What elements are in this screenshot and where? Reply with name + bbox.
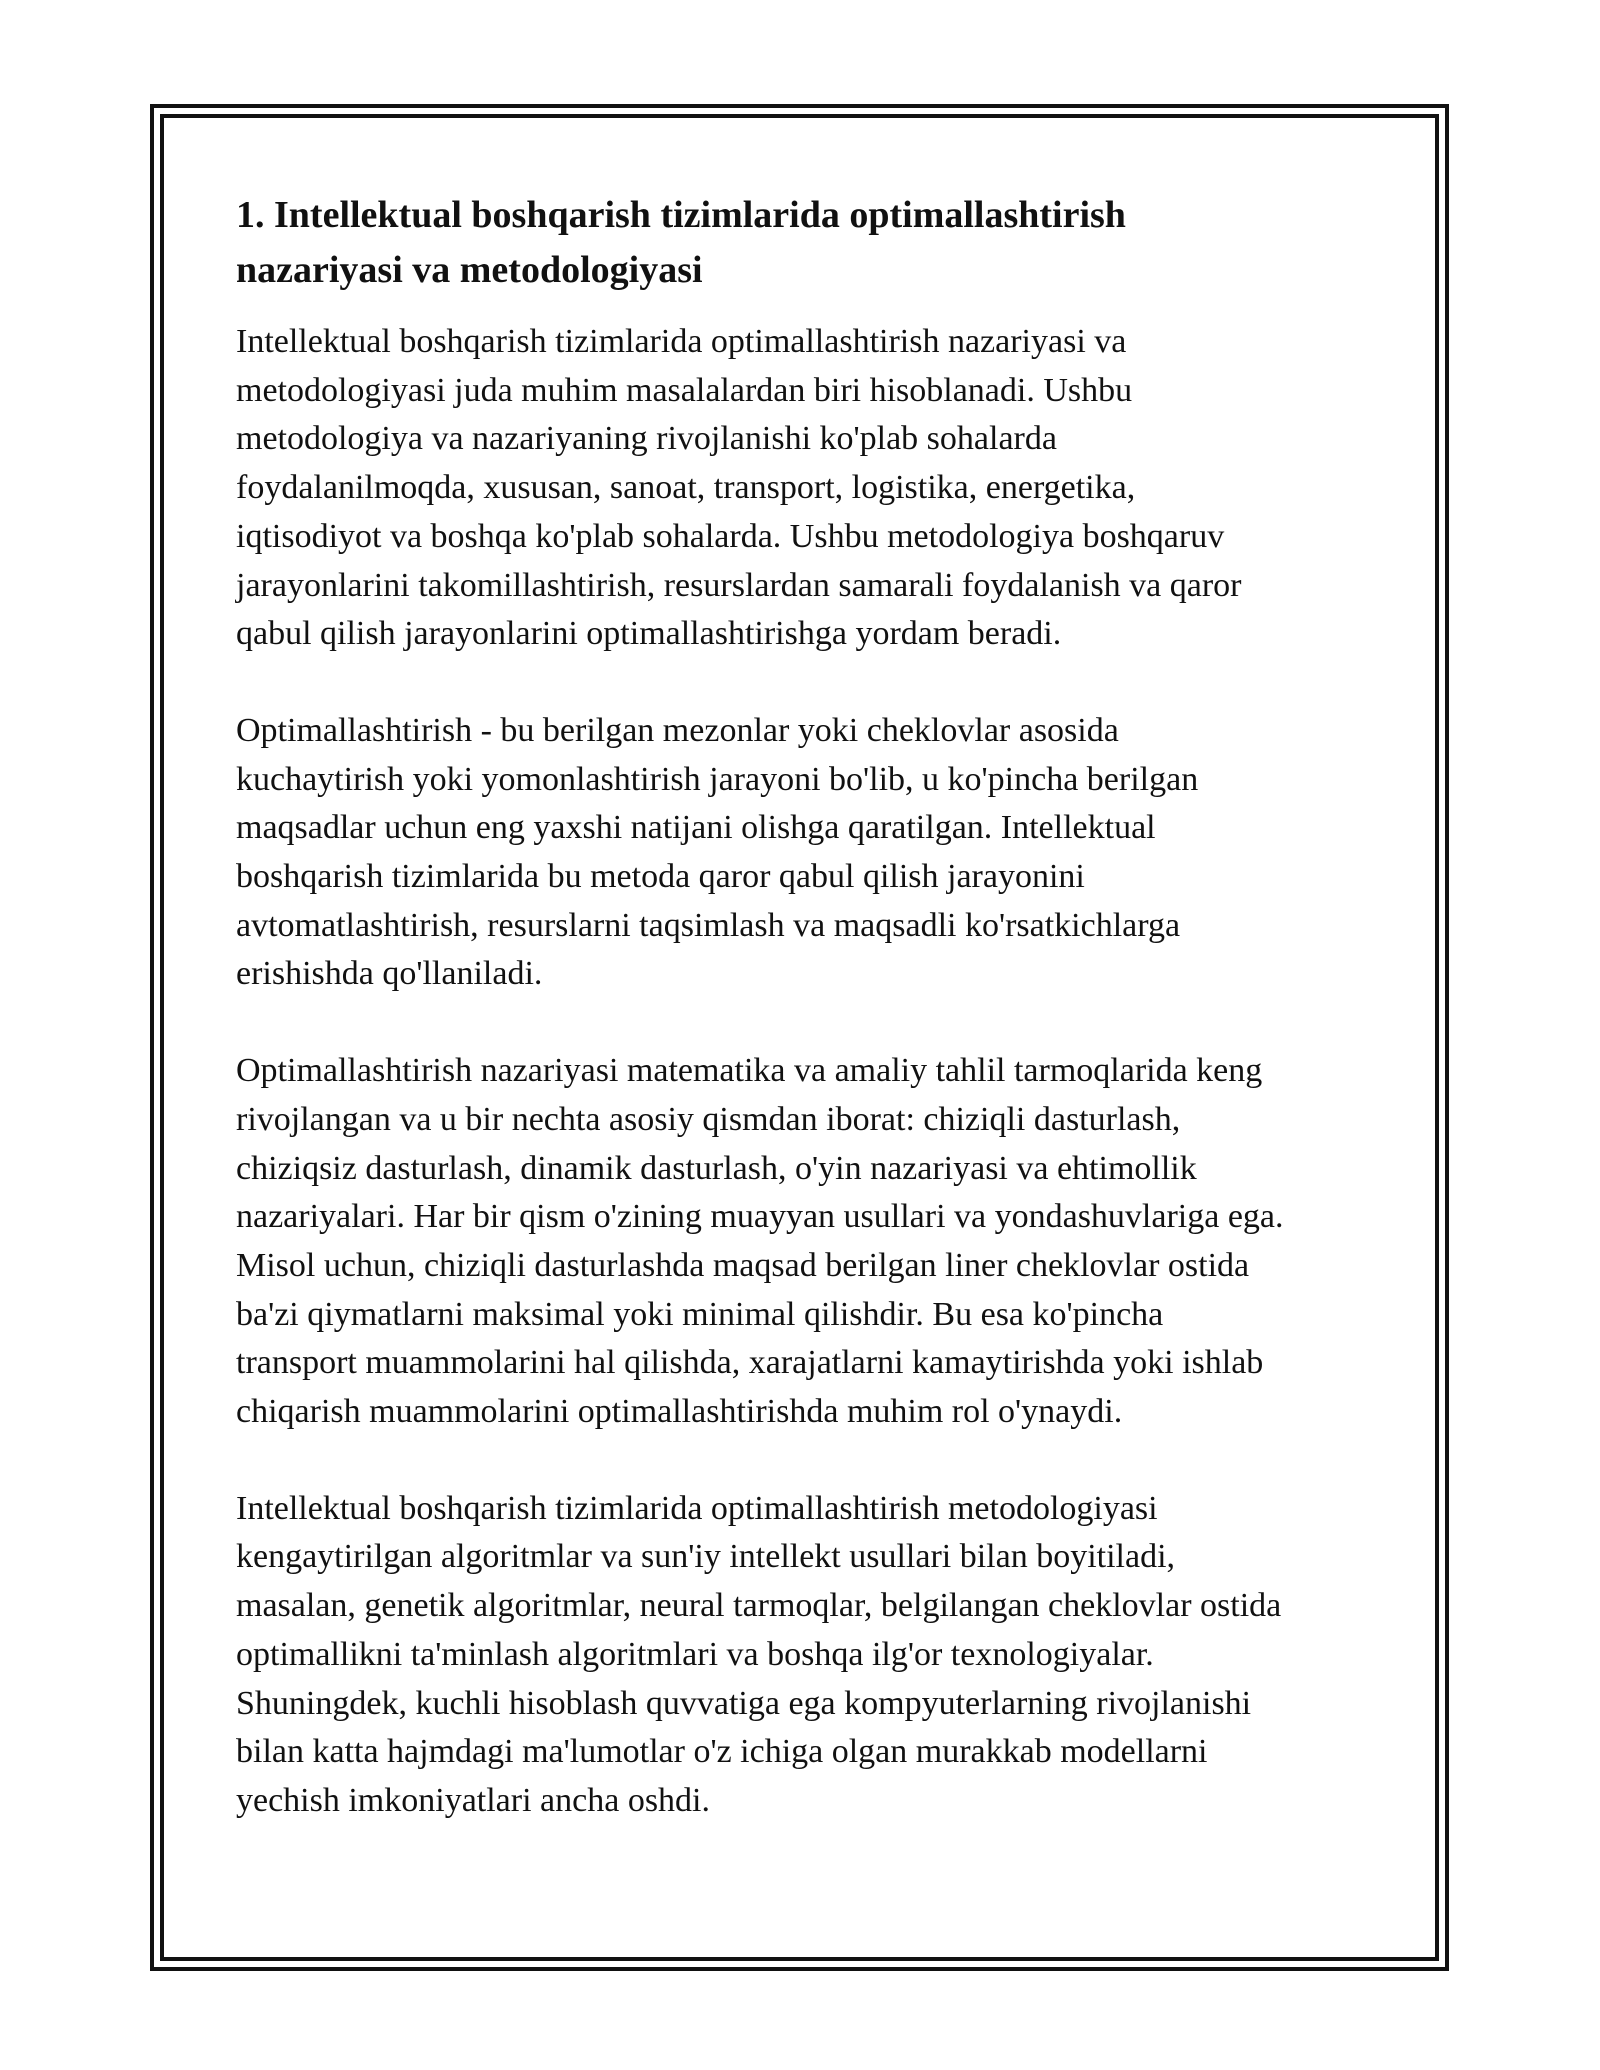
paragraph-1: Intellektual boshqarish tizimlarida optimallashtirish nazariyasi va metodologiyasi juda muhim masalalardan biri hisoblanadi. Ushbu metodologiya va nazariyaning rivojlanishi ko'plab sohalarda foydalanilmoqda, xususan, sanoat, transport, logistika, energetika, iqtisodiyot va boshqa ko'plab sohalarda. Ushbu metodologiya boshqaruv jarayonlarini takomillashtirish, resurslardan samarali foydalanish va qaror qabul qilish jarayonlarini optimallashtirishga yordam beradi. (236, 323, 1242, 653)
paragraph-4: Intellektual boshqarish tizimlarida optimallashtirish metodologiyasi kengaytirilgan algoritmlar va sun'iy intellekt usullari bilan boyitiladi, masalan, genetik algoritmlar, neural tarmoqlar, belgilangan cheklovlar ostida optimallikni ta'minlash algoritmlari va boshqa ilg'or texnologiyalar. Shuningdek, kuchli hisoblash quvvatiga ega kompyuterlarning rivojlanishi bilan katta hajmdagi ma'lumotlar o'z ichiga olgan murakkab modellarni yechish imkoniyatlari ancha oshdi. (236, 1489, 1282, 1819)
paragraph-3: Optimallashtirish nazariyasi matematika va amaliy tahlil tarmoqlarida keng rivojlangan va u bir nechta asosiy qismdan iborat: chiziqli dasturlash, chiziqsiz dasturlash, dinamik dasturlash, o'yin nazariyasi va ehtimollik nazariyalari. Har bir qism o'zining muayyan usullari va yondashuvlariga ega. Misol uchun, chiziqli dasturlashda maqsad berilgan liner cheklovlar ostida ba'zi qiymatlarni maksimal yoki minimal qilishdir. Bu esa ko'pincha transport muammolarini hal qilishda, xarajatlarni kamaytirishda yoki ishlab chiqarish muammolarini optimallashtirishda muhim rol o'ynaydi. (236, 1052, 1284, 1431)
document-body (236, 188, 1386, 1874)
paragraph-2: Optimallashtirish - bu berilgan mezonlar yoki cheklovlar asosida kuchaytirish yoki yomonlashtirish jarayoni bo'lib, u ko'pincha berilgan maqsadlar uchun eng yaxshi natijani olishga qaratilgan. Intellektual boshqarish tizimlarida bu metoda qaror qabul qilish jarayonini avtomatlashtirish, resurslarni taqsimlash va maqsadli ko'rsatkichlarga erishishda qo'llaniladi. (236, 711, 1199, 993)
section-heading: 1. Intellektual boshqarish tizimlarida optimallashtirish nazariyasi va metodologiyasi (236, 194, 1126, 291)
